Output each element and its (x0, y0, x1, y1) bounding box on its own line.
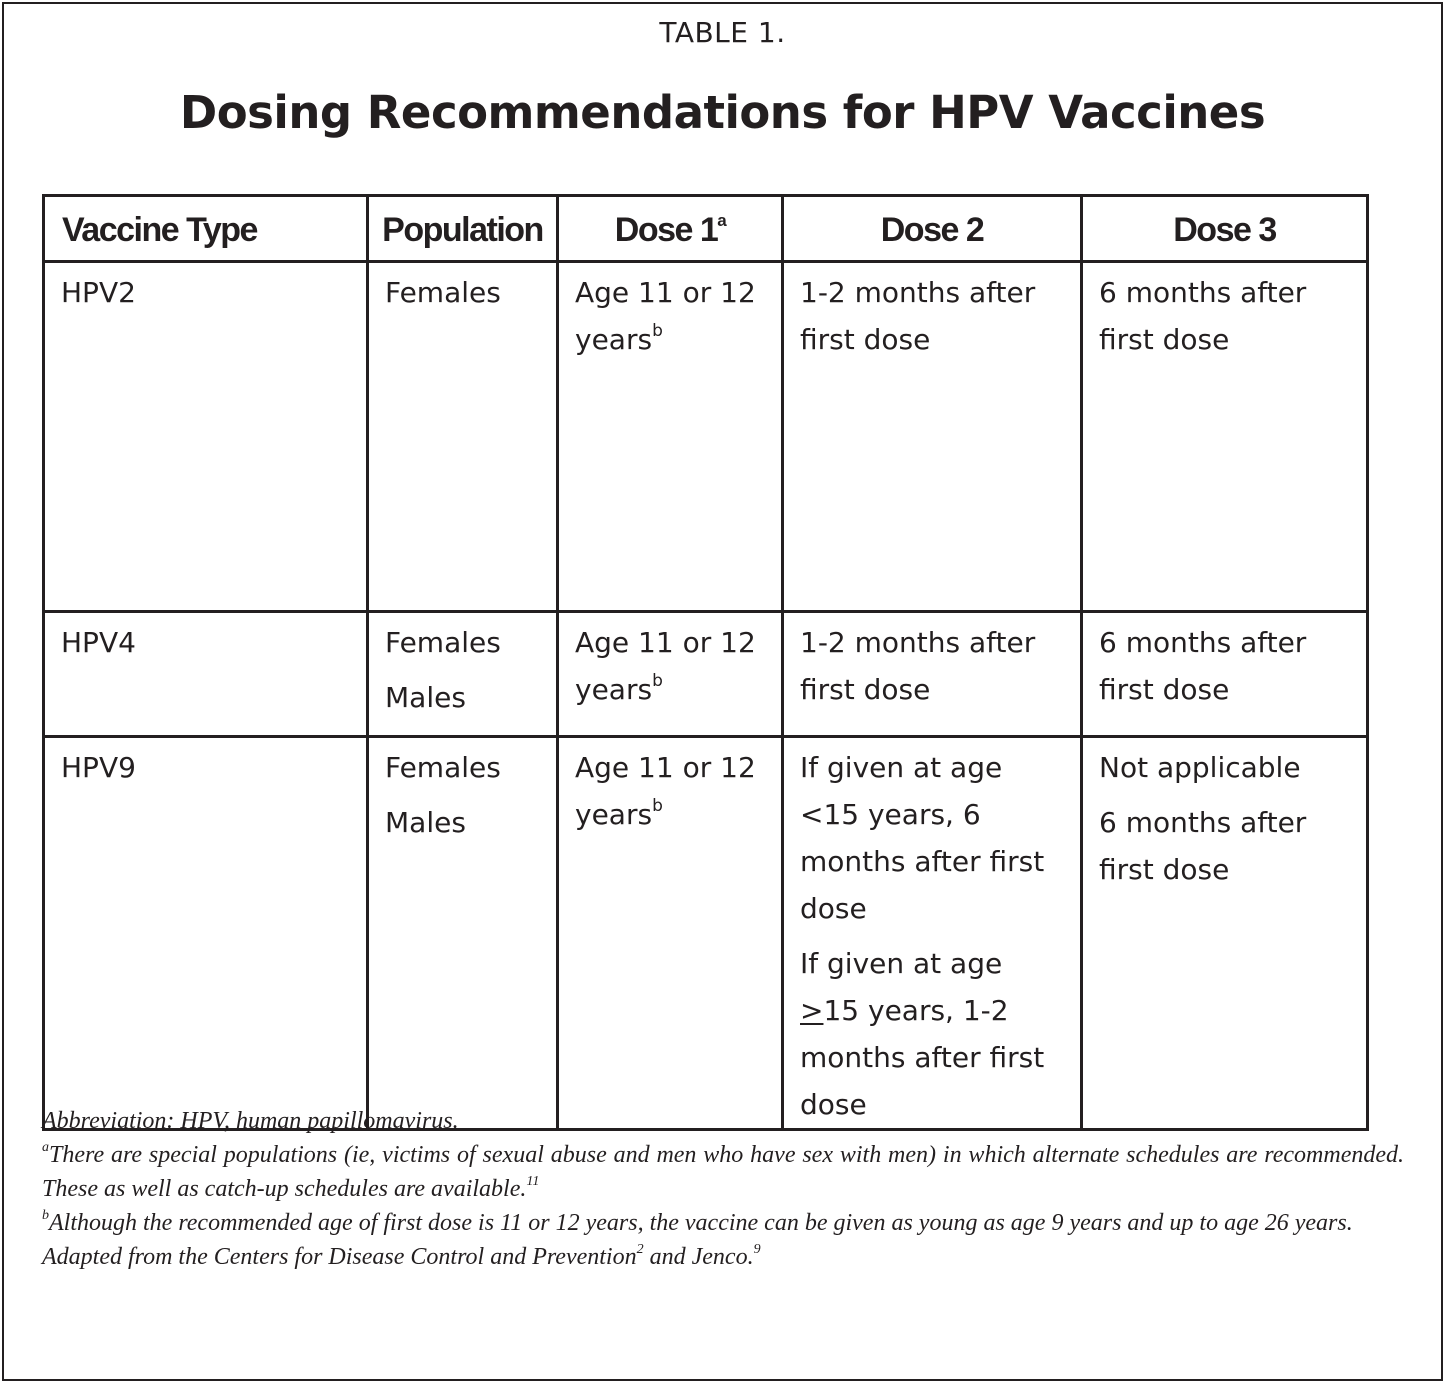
cell-dose2: 1-2 months after first dose (783, 612, 1082, 737)
cell-vaccine: HPV4 (44, 612, 368, 737)
table-row (44, 737, 1368, 1130)
cell-vaccine: HPV2 (44, 262, 368, 612)
table-label: TABLE 1. (659, 16, 786, 49)
cell-dose1: Age 11 or 12 years$^b$ (558, 737, 783, 1130)
header-dose3: Dose 3 (1082, 196, 1368, 262)
cell-dose3: 6 months after first dose (1082, 262, 1368, 612)
footnote-abbreviation: Abbreviation: HPV, human papillomavirus. (42, 1108, 459, 1134)
table-footnotes (42, 1104, 1404, 1274)
cell-dose1: Age 11 or 12 years$^b$ (558, 612, 783, 737)
header-row (44, 196, 1368, 262)
footnote-marker: a (717, 210, 726, 230)
table-row (44, 612, 1368, 737)
table-row (44, 262, 1368, 612)
table-title: Dosing Recommendations for HPV Vaccines (179, 86, 1266, 139)
cell-dose2: If given at age <15 years, 6 months after first dose If given at age >15 years, 1-2 months after first dose (783, 737, 1082, 1130)
cell-dose2: 1-2 months after first dose (783, 262, 1082, 612)
header-population: Population (368, 196, 558, 262)
cell-population: Females Males (368, 612, 558, 737)
footnote-a: $^a$There are special populations (ie, victims of sexual abuse and men who have sex with men) in which alternate schedules are recommended. These as well as catch-up schedules are available.$^{11}$ (42, 1140, 1404, 1202)
footnote-b: $^b$Although the recommended age of first dose is 11 or 12 years, the vaccine can be given as young as age 9 years and up to age 26 years. (42, 1208, 1353, 1236)
header-vaccine-type: Vaccine Type (44, 196, 368, 262)
cell-dose3: Not applicable 6 months after first dose (1082, 737, 1368, 1130)
cell-vaccine: HPV9 (44, 737, 368, 1130)
cell-dose3: 6 months after first dose (1082, 612, 1368, 737)
header-dose1: Dose 1$^a$ (558, 196, 783, 262)
cell-population: Females (368, 262, 558, 612)
footnote-source: Adapted from the Centers for Disease Control and Prevention$^2$ and Jenco.$^9$ (42, 1242, 761, 1270)
header-dose2: Dose 2 (783, 196, 1082, 262)
cell-population: Females Males (368, 737, 558, 1130)
dosing-table (42, 194, 1369, 1131)
cell-dose1: Age 11 or 12 years$^b$ (558, 262, 783, 612)
